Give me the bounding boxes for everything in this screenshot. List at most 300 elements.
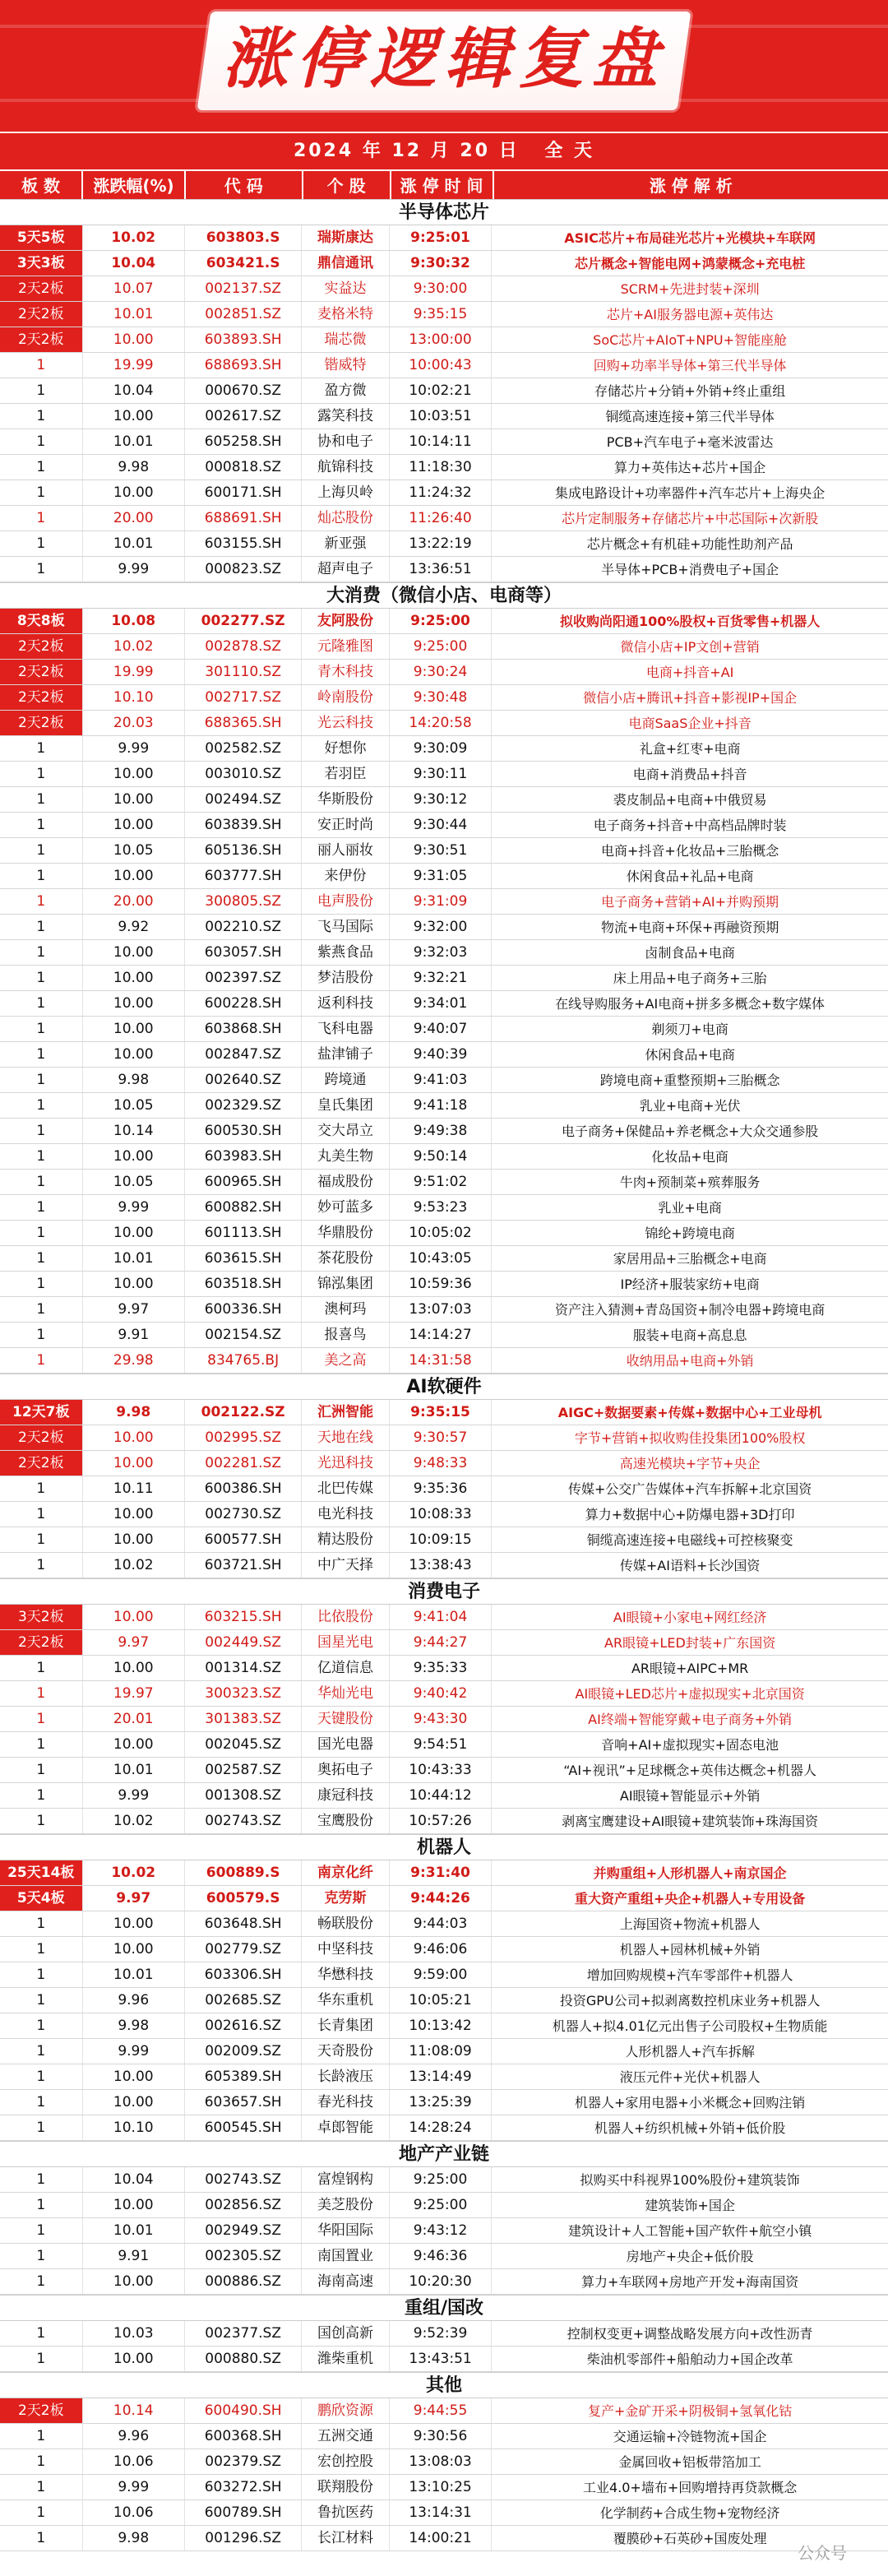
limit-up-time: 10:00:43 <box>390 353 492 378</box>
change-pct: 10.04 <box>83 378 185 403</box>
stock-code: 603518.SH <box>185 1272 302 1296</box>
limit-up-reason: 算力+数据中心+防爆电器+3D打印 <box>585 1507 795 1522</box>
stock-name: 电光科技 <box>302 1502 390 1527</box>
change-pct: 20.00 <box>83 506 185 530</box>
change-pct: 10.00 <box>83 480 185 505</box>
table-row <box>0 1195 888 1221</box>
stock-name: 畅联股份 <box>302 1911 390 1936</box>
change-pct: 9.98 <box>83 2526 185 2551</box>
section-title: AI软硬件 <box>0 1374 888 1400</box>
board-count: 1 <box>0 2218 83 2243</box>
table-row <box>0 2424 888 2449</box>
stock-code: 603868.SH <box>185 1017 302 1041</box>
limit-up-reason: 重大资产重组+央企+机器人+专用设备 <box>575 1891 806 1907</box>
stock-name: 宝鹰股份 <box>302 1809 390 1833</box>
board-count: 1 <box>0 1144 83 1169</box>
board-count: 1 <box>0 2347 83 2371</box>
header-stock: 个 股 <box>303 171 391 199</box>
table-row <box>0 889 888 915</box>
board-count: 1 <box>0 762 83 786</box>
limit-up-time: 13:07:03 <box>390 1297 492 1322</box>
limit-up-reason: 家居用品+三胎概念+电商 <box>613 1251 767 1267</box>
board-count: 1 <box>0 1348 83 1373</box>
limit-up-reason: 机器人+拟4.01亿元出售子公司股权+生物质能 <box>552 2018 828 2034</box>
change-pct: 10.00 <box>83 2347 185 2371</box>
limit-up-time: 9:35:36 <box>390 1476 492 1501</box>
limit-up-reason: 复产+金矿开采+阴极铜+氢氧化钴 <box>588 2403 793 2419</box>
board-count: 1 <box>0 1119 83 1143</box>
change-pct: 10.05 <box>83 838 185 863</box>
table-row <box>0 991 888 1017</box>
limit-up-reason: 电商+消费品+抖音 <box>632 767 747 782</box>
change-pct: 10.00 <box>83 966 185 990</box>
board-count: 2天2板 <box>0 1630 83 1655</box>
stock-name: 麦格米特 <box>302 302 390 327</box>
table-row <box>0 2013 888 2039</box>
stock-code: 600579.S <box>185 1886 302 1911</box>
stock-name: 奥拓电子 <box>302 1758 390 1782</box>
limit-up-reason: 剥离宝鹰建设+AI眼镜+建筑装饰+珠海国资 <box>562 1814 819 1829</box>
stock-code: 600228.SH <box>185 991 302 1016</box>
stock-code: 002616.SZ <box>185 2013 302 2038</box>
table-row <box>0 1656 888 1681</box>
limit-up-reason: 拟购买中科视界100%股份+建筑装饰 <box>580 2172 800 2188</box>
limit-up-time: 10:59:36 <box>390 1272 492 1296</box>
stock-code: 600368.SH <box>185 2424 302 2449</box>
limit-up-reason: 在线导购服务+AI电商+拼多多概念+数字媒体 <box>555 996 826 1012</box>
table-row <box>0 1348 888 1374</box>
stock-code: 300323.SZ <box>185 1681 302 1706</box>
stock-name: 中坚科技 <box>302 1937 390 1962</box>
limit-up-time: 9:32:00 <box>390 915 492 939</box>
board-count: 1 <box>0 736 83 761</box>
stock-name: 协和电子 <box>302 429 390 454</box>
limit-up-reason: 资产注入猜测+青岛国资+制冷电器+跨境电商 <box>555 1302 826 1318</box>
table-row <box>0 2244 888 2269</box>
board-count: 1 <box>0 864 83 888</box>
stock-code: 002640.SZ <box>185 1068 302 1092</box>
board-count: 1 <box>0 966 83 990</box>
date-suffix: 全 天 <box>544 141 595 161</box>
change-pct: 10.00 <box>83 1732 185 1757</box>
limit-up-time: 10:05:21 <box>390 1988 492 2013</box>
limit-up-reason: 存储芯片+分销+外销+终止重组 <box>594 383 786 399</box>
board-count: 1 <box>0 889 83 914</box>
board-count: 1 <box>0 455 83 480</box>
limit-up-time: 13:00:00 <box>390 327 492 352</box>
limit-up-reason: 拟收购尚阳通100%股权+百货零售+机器人 <box>559 614 821 629</box>
limit-up-reason: 交通运输+冷链物流+国企 <box>613 2429 767 2444</box>
change-pct: 10.04 <box>83 2167 185 2192</box>
change-pct: 10.01 <box>83 2218 185 2243</box>
board-count: 1 <box>0 378 83 403</box>
stock-name: 华东重机 <box>302 1988 390 2013</box>
stock-name: 妙可蓝多 <box>302 1195 390 1220</box>
board-count: 1 <box>0 2039 83 2064</box>
table-row <box>0 838 888 864</box>
stock-name: 华懋科技 <box>302 1962 390 1987</box>
change-pct: 10.02 <box>83 634 185 659</box>
limit-up-time: 9:30:11 <box>390 762 492 786</box>
limit-up-time: 10:14:11 <box>390 429 492 454</box>
limit-up-time: 13:08:03 <box>390 2449 492 2474</box>
limit-up-time: 9:32:03 <box>390 940 492 965</box>
change-pct: 9.98 <box>83 455 185 480</box>
stock-name: 丸美生物 <box>302 1144 390 1169</box>
board-count: 1 <box>0 1988 83 2013</box>
board-count: 1 <box>0 1911 83 1936</box>
stock-code: 603983.SH <box>185 1144 302 1169</box>
limit-up-time: 13:36:51 <box>390 557 492 581</box>
stock-code: 603777.SH <box>185 864 302 888</box>
stock-code: 600577.SH <box>185 1527 302 1552</box>
board-count: 8天8板 <box>0 609 83 633</box>
table-row <box>0 915 888 940</box>
stock-code: 002122.SZ <box>185 1400 302 1425</box>
change-pct: 10.00 <box>83 327 185 352</box>
change-pct: 10.07 <box>83 276 185 301</box>
change-pct: 9.91 <box>83 2244 185 2268</box>
limit-up-reason: AI眼镜+小家电+网红经济 <box>613 1610 767 1625</box>
stock-name: 华斯股份 <box>302 787 390 812</box>
limit-up-reason: AI眼镜+智能显示+外销 <box>619 1788 761 1804</box>
board-count: 1 <box>0 991 83 1016</box>
limit-up-time: 9:32:21 <box>390 966 492 990</box>
limit-up-time: 13:25:39 <box>390 2090 492 2115</box>
limit-up-time: 13:22:19 <box>390 531 492 556</box>
limit-up-time: 9:35:15 <box>390 1400 492 1425</box>
limit-up-reason: 化学制药+合成生物+宠物经济 <box>599 2505 780 2521</box>
limit-up-time: 11:24:32 <box>390 480 492 505</box>
stock-name: 海南高速 <box>302 2269 390 2294</box>
change-pct: 10.00 <box>83 1605 185 1629</box>
table-row <box>0 1630 888 1656</box>
stock-name: 返利科技 <box>302 991 390 1016</box>
table-row <box>0 2500 888 2526</box>
table-row <box>0 864 888 889</box>
change-pct: 10.00 <box>83 1042 185 1067</box>
stock-code: 002995.SZ <box>185 1425 302 1450</box>
limit-up-time: 9:48:33 <box>390 1451 492 1476</box>
stock-code: 600171.SH <box>185 480 302 505</box>
limit-up-time: 9:41:18 <box>390 1093 492 1118</box>
table-row <box>0 787 888 813</box>
board-count: 2天2板 <box>0 660 83 684</box>
table-row <box>0 2347 888 2372</box>
limit-up-time: 13:14:31 <box>390 2500 492 2525</box>
change-pct: 10.11 <box>83 1476 185 1501</box>
stock-name: 来伊份 <box>302 864 390 888</box>
table-row <box>0 634 888 660</box>
change-pct: 10.00 <box>83 864 185 888</box>
stock-name: 天键股份 <box>302 1707 390 1731</box>
stock-code: 001296.SZ <box>185 2526 302 2551</box>
board-count: 1 <box>0 2244 83 2268</box>
limit-up-reason: 芯片定制服务+存储芯片+中芯国际+次新股 <box>562 511 819 526</box>
change-pct: 10.00 <box>83 1656 185 1680</box>
stock-code: 600545.SH <box>185 2115 302 2140</box>
table-row <box>0 1476 888 1502</box>
stock-name: 长江材料 <box>302 2526 390 2551</box>
table-row <box>0 302 888 327</box>
limit-up-reason: PCB+汽车电子+毫米波雷达 <box>606 434 774 450</box>
change-pct: 9.99 <box>83 736 185 761</box>
limit-up-reason: 芯片概念+智能电网+鸿蒙概念+充电桩 <box>575 256 806 271</box>
table-row <box>0 2064 888 2090</box>
board-count: 1 <box>0 2526 83 2551</box>
stock-code: 301383.SZ <box>185 1707 302 1731</box>
change-pct: 10.00 <box>83 2064 185 2089</box>
limit-up-time: 10:08:33 <box>390 1502 492 1527</box>
change-pct: 20.00 <box>83 889 185 914</box>
table-row <box>0 557 888 582</box>
change-pct: 10.14 <box>83 2398 185 2423</box>
stock-code: 002137.SZ <box>185 276 302 301</box>
board-count: 1 <box>0 1656 83 1680</box>
stock-code: 002377.SZ <box>185 2321 302 2346</box>
change-pct: 9.98 <box>83 2013 185 2038</box>
stock-code: 002305.SZ <box>185 2244 302 2268</box>
stock-code: 603421.S <box>185 251 302 276</box>
board-count: 1 <box>0 1297 83 1322</box>
table-row <box>0 429 888 455</box>
table-row <box>0 1553 888 1578</box>
stock-code: 002494.SZ <box>185 787 302 812</box>
stock-code: 002045.SZ <box>185 1732 302 1757</box>
stock-name: 澳柯玛 <box>302 1297 390 1322</box>
board-count: 3天2板 <box>0 1605 83 1629</box>
stock-code: 688693.SH <box>185 353 302 378</box>
stock-name: 美芝股份 <box>302 2193 390 2217</box>
stock-code: 002730.SZ <box>185 1502 302 1527</box>
board-count: 1 <box>0 1681 83 1706</box>
limit-up-time: 9:31:09 <box>390 889 492 914</box>
limit-up-reason: 上海国资+物流+机器人 <box>619 1916 761 1932</box>
change-pct: 10.00 <box>83 1911 185 1936</box>
change-pct: 29.98 <box>83 1348 185 1373</box>
stock-code: 000823.SZ <box>185 557 302 581</box>
stock-code: 002281.SZ <box>185 1451 302 1476</box>
change-pct: 10.00 <box>83 762 185 786</box>
table-row <box>0 1860 888 1886</box>
stock-name: 长青集团 <box>302 2013 390 2038</box>
change-pct: 10.00 <box>83 1272 185 1296</box>
limit-up-reason: 柴油机零部件+船舶动力+国企改革 <box>586 2351 793 2367</box>
table-row <box>0 1502 888 1527</box>
limit-up-reason: AR眼镜+AIPC+MR <box>631 1661 749 1676</box>
limit-up-reason: 电子商务+保健品+养老概念+大众交通参股 <box>562 1124 819 1139</box>
change-pct: 19.99 <box>83 353 185 378</box>
stock-name: 天奇股份 <box>302 2039 390 2064</box>
header-code: 代 码 <box>186 171 303 199</box>
table-row <box>0 251 888 276</box>
board-count: 1 <box>0 1553 83 1578</box>
stock-code: 001308.SZ <box>185 1783 302 1808</box>
board-count: 1 <box>0 1527 83 1552</box>
limit-up-reason: 芯片+AI服务器电源+英伟达 <box>606 307 774 322</box>
limit-up-reason: 工业4.0+墙布+回购增持再贷款概念 <box>582 2480 798 2495</box>
watermark: 公众号 <box>798 2543 847 2563</box>
limit-up-reason: 音响+AI+虚拟现实+固态电池 <box>601 1737 779 1753</box>
stock-code: 603155.SH <box>185 531 302 556</box>
board-count: 1 <box>0 2500 83 2525</box>
board-count: 1 <box>0 1170 83 1194</box>
board-count: 1 <box>0 2321 83 2346</box>
stock-name: 康冠科技 <box>302 1783 390 1808</box>
stock-code: 603803.S <box>185 225 302 250</box>
stock-name: 精达股份 <box>302 1527 390 1552</box>
limit-up-time: 9:50:14 <box>390 1144 492 1169</box>
table-row <box>0 225 888 251</box>
limit-up-reason: 机器人+园林机械+外销 <box>619 1942 761 1957</box>
stock-code: 002449.SZ <box>185 1630 302 1655</box>
board-count: 1 <box>0 838 83 863</box>
stock-name: 茶花股份 <box>302 1246 390 1271</box>
stock-code: 300805.SZ <box>185 889 302 914</box>
limit-up-time: 9:41:04 <box>390 1605 492 1629</box>
stock-name: 潍柴重机 <box>302 2347 390 2371</box>
limit-up-time: 14:00:21 <box>390 2526 492 2551</box>
stock-name: 联翔股份 <box>302 2475 390 2500</box>
limit-up-reason: 收纳用品+电商+外销 <box>626 1353 754 1369</box>
limit-up-reason: 牛肉+预制菜+殡葬服务 <box>619 1174 761 1190</box>
board-count: 1 <box>0 2167 83 2192</box>
limit-up-reason: 液压元件+光伏+机器人 <box>619 2069 761 2085</box>
change-pct: 10.01 <box>83 1758 185 1782</box>
stock-name: 飞马国际 <box>302 915 390 939</box>
stock-name: 五洲交通 <box>302 2424 390 2449</box>
table-row <box>0 1809 888 1834</box>
limit-up-time: 9:30:32 <box>390 251 492 276</box>
header-change: 涨跌幅(%) <box>83 171 186 199</box>
stock-name: 交大昂立 <box>302 1119 390 1143</box>
table-row <box>0 2167 888 2193</box>
limit-up-time: 9:41:03 <box>390 1068 492 1092</box>
stock-code: 605389.SH <box>185 2064 302 2089</box>
change-pct: 10.01 <box>83 1962 185 1987</box>
board-count: 1 <box>0 1093 83 1118</box>
table-row <box>0 1170 888 1195</box>
table-body <box>0 199 888 2551</box>
table-row <box>0 1962 888 1988</box>
table-row <box>0 2475 888 2500</box>
change-pct: 9.99 <box>83 1195 185 1220</box>
change-pct: 10.05 <box>83 1170 185 1194</box>
limit-up-time: 14:14:27 <box>390 1323 492 1347</box>
stock-code: 002009.SZ <box>185 2039 302 2064</box>
stock-name: 安正时尚 <box>302 813 390 837</box>
stock-code: 603893.SH <box>185 327 302 352</box>
board-count: 1 <box>0 940 83 965</box>
limit-up-reason: 控制权变更+调整战略发展方向+改性沥青 <box>567 2326 813 2342</box>
board-count: 2天2板 <box>0 634 83 659</box>
stock-code: 605136.SH <box>185 838 302 863</box>
stock-code: 600490.SH <box>185 2398 302 2423</box>
change-pct: 9.97 <box>83 1630 185 1655</box>
limit-up-time: 9:34:01 <box>390 991 492 1016</box>
board-count: 1 <box>0 2475 83 2500</box>
change-pct: 10.00 <box>83 1937 185 1962</box>
board-count: 1 <box>0 1195 83 1220</box>
change-pct: 9.96 <box>83 2424 185 2449</box>
change-pct: 10.02 <box>83 1553 185 1578</box>
change-pct: 10.00 <box>83 1425 185 1450</box>
limit-up-reason: 建筑设计+人工智能+国产软件+航空小镇 <box>568 2223 812 2239</box>
limit-up-time: 9:35:33 <box>390 1656 492 1680</box>
limit-up-time: 9:46:06 <box>390 1937 492 1962</box>
change-pct: 10.04 <box>83 251 185 276</box>
change-pct: 10.05 <box>83 1093 185 1118</box>
limit-up-reason: AI眼镜+LED芯片+虚拟现实+北京国资 <box>575 1686 805 1702</box>
stock-name: 卓郎智能 <box>302 2115 390 2140</box>
limit-up-time: 10:03:51 <box>390 404 492 429</box>
stock-name: 上海贝岭 <box>302 480 390 505</box>
board-count: 1 <box>0 404 83 429</box>
stock-code: 002329.SZ <box>185 1093 302 1118</box>
change-pct: 10.08 <box>83 609 185 633</box>
section-title: 大消费（微信小店、电商等） <box>0 582 888 609</box>
limit-up-time: 9:40:39 <box>390 1042 492 1067</box>
table-row <box>0 2449 888 2475</box>
stock-code: 002397.SZ <box>185 966 302 990</box>
table-header <box>0 169 888 199</box>
stock-code: 600965.SH <box>185 1170 302 1194</box>
board-count: 1 <box>0 557 83 581</box>
table-row <box>0 1400 888 1425</box>
stock-code: 600336.SH <box>185 1297 302 1322</box>
change-pct: 10.01 <box>83 1246 185 1271</box>
table-row <box>0 353 888 378</box>
stock-code: 600889.S <box>185 1860 302 1885</box>
limit-up-time: 9:25:00 <box>390 634 492 659</box>
change-pct: 10.00 <box>83 1451 185 1476</box>
table-row <box>0 2269 888 2295</box>
limit-up-time: 10:02:21 <box>390 378 492 403</box>
board-count: 1 <box>0 915 83 939</box>
change-pct: 10.00 <box>83 787 185 812</box>
board-count: 2天2板 <box>0 1425 83 1450</box>
limit-up-time: 10:44:12 <box>390 1783 492 1808</box>
board-count: 2天2板 <box>0 2398 83 2423</box>
stock-name: 鲁抗医药 <box>302 2500 390 2525</box>
table-row <box>0 813 888 838</box>
board-count: 2天2板 <box>0 711 83 735</box>
stock-code: 000880.SZ <box>185 2347 302 2371</box>
limit-up-time: 13:14:49 <box>390 2064 492 2089</box>
table-row <box>0 327 888 353</box>
stock-code: 002617.SZ <box>185 404 302 429</box>
board-count: 2天2板 <box>0 302 83 327</box>
stock-code: 834765.BJ <box>185 1348 302 1373</box>
table-row <box>0 1732 888 1758</box>
board-count: 5天5板 <box>0 225 83 250</box>
table-row <box>0 455 888 480</box>
limit-up-reason: SoC芯片+AIoT+NPU+智能座舱 <box>593 332 788 348</box>
banner-title: 涨停逻辑复盘 <box>222 21 666 97</box>
change-pct: 10.03 <box>83 2321 185 2346</box>
stock-code: 688365.SH <box>185 711 302 735</box>
limit-up-reason: 高速光模块+字节+央企 <box>619 1456 761 1471</box>
board-count: 1 <box>0 2424 83 2449</box>
board-count: 1 <box>0 1272 83 1296</box>
header-time: 涨 停 时 间 <box>391 171 494 199</box>
stock-name: 岭南股份 <box>302 685 390 710</box>
board-count: 1 <box>0 531 83 556</box>
board-count: 3天3板 <box>0 251 83 276</box>
table-row <box>0 940 888 966</box>
limit-up-time: 9:52:39 <box>390 2321 492 2346</box>
limit-up-time: 10:09:15 <box>390 1527 492 1552</box>
